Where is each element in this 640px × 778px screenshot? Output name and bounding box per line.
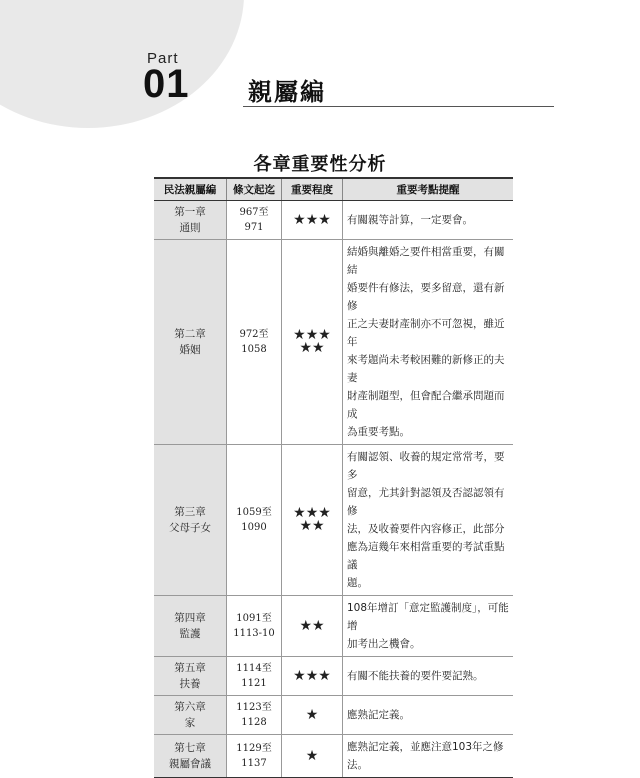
star-rating: ★	[305, 706, 319, 723]
chapter-line: 通則	[179, 222, 201, 234]
articles-cell	[227, 596, 282, 657]
note-line: 應為這幾年來相當重要的考試重點議	[347, 541, 505, 571]
star-rating: ★★★	[293, 327, 331, 343]
note-line: 有關認領、收養的規定常常考，要多	[347, 451, 505, 481]
column-header: 重要考點提醒	[343, 178, 514, 201]
chapter-cell	[154, 201, 227, 240]
articles-line: 1137	[241, 758, 267, 769]
articles-cell	[227, 735, 282, 778]
star-rating: ★★★	[293, 667, 331, 684]
articles-line: 967至971	[239, 207, 269, 233]
star-rating: ★★★	[293, 211, 331, 228]
table-body	[154, 201, 513, 778]
star-rating: ★★	[299, 340, 325, 356]
chapter-title: 親屬編	[248, 78, 326, 106]
star-rating: ★★	[299, 617, 325, 634]
table-row	[154, 696, 513, 735]
chapter-cell	[154, 240, 227, 445]
chapter-line: 第一章	[174, 206, 206, 218]
note-line: 法，及收養要件內容修正，此部分	[347, 523, 505, 535]
chapter-line: 扶養	[179, 678, 201, 690]
column-header: 民法親屬編	[154, 178, 227, 201]
articles-line: 1058	[241, 344, 267, 355]
note-line: 應熟記定義，並應注意103年之修法。	[347, 741, 504, 771]
chapter-line: 親屬會議	[169, 758, 211, 770]
note-line: 應熟記定義。	[347, 709, 410, 721]
chapter-line: 第五章	[174, 662, 206, 674]
importance-stars-cell	[282, 696, 343, 735]
chapter-line: 父母子女	[169, 522, 211, 534]
articles-cell	[227, 201, 282, 240]
note-line: 結婚與離婚之要件相當重要，有關結	[347, 246, 505, 276]
importance-stars-cell	[282, 735, 343, 778]
importance-stars-cell	[282, 445, 343, 596]
importance-stars-cell	[282, 201, 343, 240]
chapter-line: 第二章	[174, 328, 206, 340]
note-cell	[343, 596, 514, 657]
articles-line: 1123至	[236, 702, 272, 713]
articles-line: 1129至	[236, 743, 272, 754]
table-row	[154, 735, 513, 778]
note-cell	[343, 445, 514, 596]
chapter-line: 第三章	[174, 506, 206, 518]
chapter-cell	[154, 657, 227, 696]
note-cell	[343, 240, 514, 445]
title-underline	[243, 106, 554, 107]
note-line: 題。	[347, 577, 368, 589]
chapter-importance-table	[154, 177, 513, 778]
articles-cell	[227, 240, 282, 445]
note-line: 有關不能扶養的要件要記熟。	[347, 670, 484, 682]
part-corner-circle	[0, 0, 244, 128]
articles-line: 972至	[239, 329, 269, 340]
chapter-cell	[154, 596, 227, 657]
note-line: 108年增訂「意定監護制度」，可能增	[347, 602, 509, 632]
note-cell	[343, 735, 514, 778]
star-rating: ★	[305, 747, 319, 764]
articles-line: 1091至	[236, 613, 272, 624]
importance-stars-cell	[282, 596, 343, 657]
table-header-row	[154, 178, 513, 201]
note-line: 婚要件有修法，要多留意，還有新修	[347, 282, 505, 312]
chapter-line: 婚姻	[179, 344, 201, 356]
note-line: 為重要考點。	[347, 426, 410, 438]
note-cell	[343, 201, 514, 240]
part-number: 01	[143, 62, 190, 106]
chapter-cell	[154, 445, 227, 596]
table-row	[154, 240, 513, 445]
note-line: 來考題尚未考較困難的新修正的夫妻	[347, 354, 505, 384]
articles-line: 1128	[241, 717, 267, 728]
chapter-line: 第四章	[174, 612, 206, 624]
articles-cell	[227, 696, 282, 735]
articles-line: 1114至	[236, 663, 272, 674]
chapter-line: 監護	[179, 628, 201, 640]
part-label: Part	[147, 50, 179, 67]
table-row	[154, 596, 513, 657]
articles-line: 1121	[241, 678, 267, 689]
star-rating: ★★★	[293, 505, 331, 521]
star-rating: ★★	[299, 518, 325, 534]
table-title: 各章重要性分析	[253, 154, 387, 175]
table-row	[154, 657, 513, 696]
column-header: 重要程度	[282, 178, 343, 201]
importance-stars-cell	[282, 240, 343, 445]
note-line: 有關親等計算，一定要會。	[347, 214, 473, 226]
note-line: 留意，尤其針對認領及否認認領有修	[347, 487, 505, 517]
table-row	[154, 201, 513, 240]
note-line: 正之夫妻財產制亦不可忽視，雖近年	[347, 318, 505, 348]
importance-stars-cell	[282, 657, 343, 696]
chapter-line: 家	[184, 717, 196, 729]
note-cell	[343, 696, 514, 735]
articles-cell	[227, 657, 282, 696]
chapter-cell	[154, 696, 227, 735]
articles-line: 1113-10	[233, 628, 275, 639]
chapter-line: 第七章	[174, 742, 206, 754]
note-line: 加考出之機會。	[347, 638, 421, 650]
note-cell	[343, 657, 514, 696]
articles-line: 1059至	[236, 507, 272, 518]
table-row	[154, 445, 513, 596]
articles-cell	[227, 445, 282, 596]
articles-line: 1090	[241, 522, 267, 533]
chapter-cell	[154, 735, 227, 778]
column-header: 條文起迄	[227, 178, 282, 201]
note-line: 財產制題型，但會配合繼承問題而成	[347, 390, 505, 420]
chapter-line: 第六章	[174, 701, 206, 713]
